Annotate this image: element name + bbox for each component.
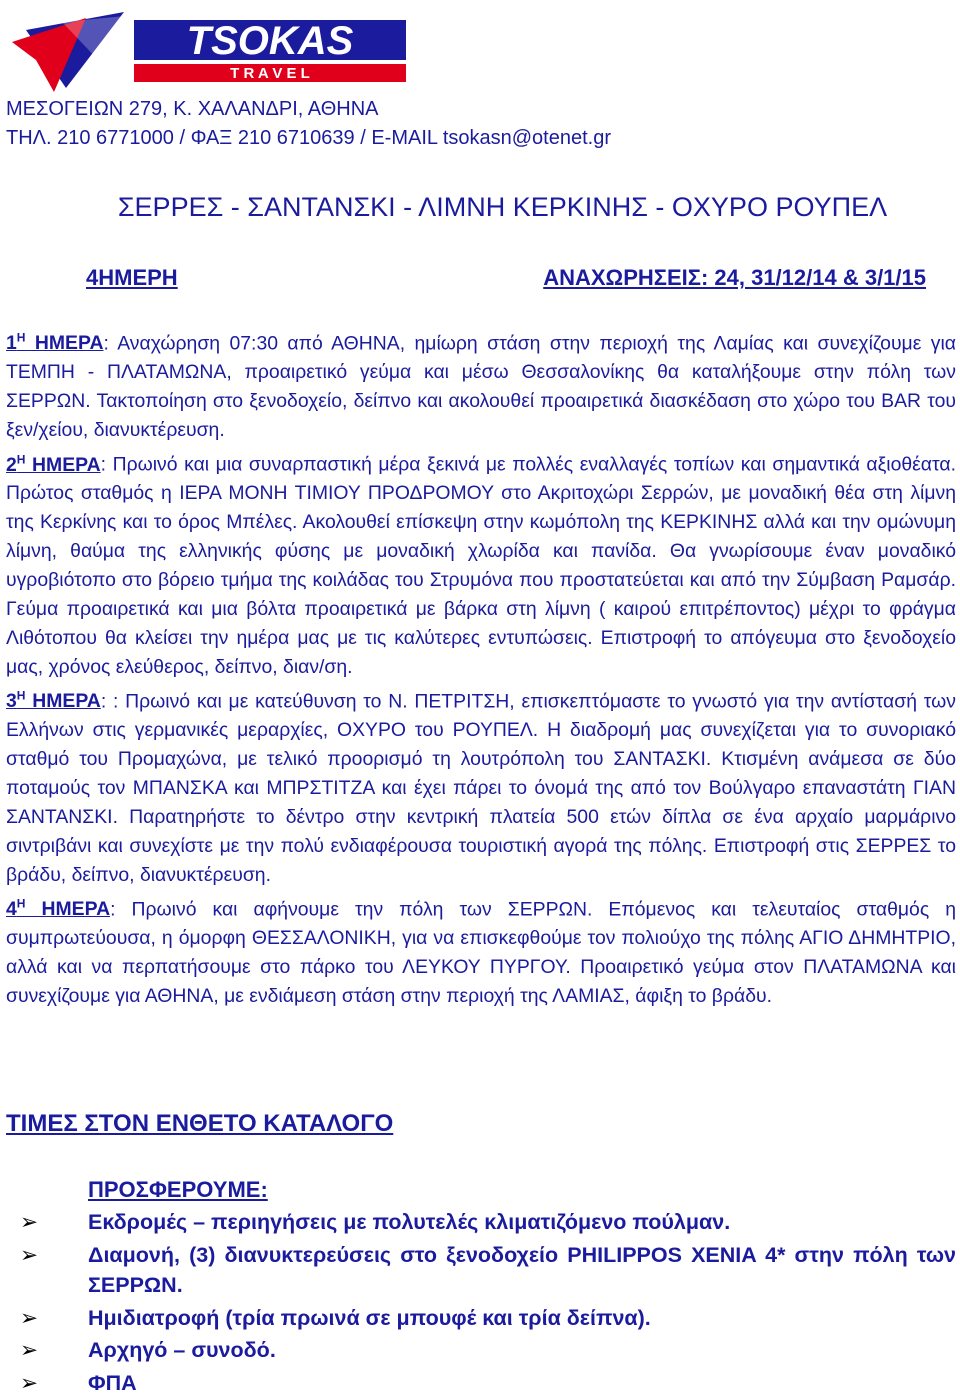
day-text: : Αναχώρηση 07:30 από ΑΘΗΝΑ, ημίωρη στάση στην περιοχή της Λαμίας και συνεχίζουμε για ΤΕΜΠΗ - ΠΛΑΤΑΜΩΝΑ, προαιρετικό γεύμα και μέσω Θεσσαλονίκης θα καταλήξουμε στην πόλη των ΣΕΡΡΩΝ. Τακτοποίηση στο ξενοδοχείο, δείπνο και ακολουθεί προαιρετικά διασκέδαση στο χώρο του BAR του ξεν/χείου, διανυκτέρευση. xyxy=(6,332,957,442)
list-item: ➢ ΦΠΑ xyxy=(20,1368,956,1399)
arrow-bullet-icon: ➢ xyxy=(20,1242,39,1267)
offers-heading: ΠΡΟΣΦΕΡΟΥΜΕ: xyxy=(88,1177,268,1202)
day-heading: $2^H$ ΗΜΕΡΑ xyxy=(6,452,101,476)
logo-subtitle: T R A V E L xyxy=(230,65,310,82)
day-paragraph xyxy=(6,324,956,445)
arrow-bullet-icon: ➢ xyxy=(20,1210,39,1234)
tsokas-travel-logo xyxy=(6,2,410,96)
tour-subline xyxy=(86,265,926,291)
logo-wordmark: TSOKAS xyxy=(186,19,354,63)
day-text: : Πρωινό και αφήνουμε την πόλη των ΣΕΡΡΩΝ. Επόμενος και τελευταίος σταθμός η συμπρωτεύουσα, η όμορφη ΘΕΣΣΑΛΟΝΙΚΗ, για να επισκεφθούμε τον πολιούχο της πόλης ΑΓΙΟ ΔΗΜΗΤΡΙΟ, αλλά και να περπατήσουμε στο πάρκο του ΛΕΥΚΟΥ ΠΥΡΓΟΥ. Προαιρετικό γεύμα στον ΠΛΑΤΑΜΩΝΑ και συνεχίζουμε για ΑΘΗΝΑ, με ενδιάμεση στάση στην περιοχή της ΛΑΜΙΑΣ, άφιξη το βράδυ. xyxy=(6,898,956,1007)
day-heading: $4^H$ ΗΜΕΡΑ xyxy=(6,896,111,921)
arrow-bullet-icon: ➢ xyxy=(20,1338,39,1362)
day-text: : : Πρωινό και με κατεύθυνση το Ν. ΠΕΤΡΙΤΣΗ, επισκεπτόμαστε το γνωστό για την αντίστασή των Ελλήνων στις γερμανικές μεραρχίες, ΟΧΥΡΟ του ΡΟΥΠΕΛ. Η διαδρομή μας συνεχίζεται για το συνοριακό σταθμό του Προμαχώνα, με τελικό προορισμό τη λουτρόπολη του ΣΑΝΤΑΣΚΙ. Κτισμένη ανάμεσα σε δύο ποταμούς τον ΜΠΑΝΣΚΑ και ΜΠΡΣΤΙΤΖΑ και έχει πάρει το όνομά της από τον Βούλγαρο επαναστάτη ΓΙΑΝ ΣΑΝΤΑΝΣΚΙ. Παρατηρήστε το δέντρο στην κεντρική πλατεία 500 ετών δίπλα σε ένα αρχαίο μαρμάρινο σιντριβάνι και συνεχίστε με την πολύ ενδιαφέρουσα τουριστική αγορά της πόλης. Επιστροφή στις ΣΕΡΡΕΣ το βράδυ, δείπνο, διανυκτέρευση. xyxy=(6,690,956,886)
contact-phone-line: ΤΗΛ. 210 6771000 / ΦΑΞ 210 6710639 / E-MAIL tsokasn@otenet.gr xyxy=(6,127,611,149)
day-text: : Πρωινό και μια συναρπαστική μέρα ξεκινά με πολλές εναλλαγές τοπίων και σημαντικά αξιοθέατα. Πρώτος σταθμός η ΙΕΡΑ ΜΟΝΗ ΤΙΜΙΟΥ ΠΡΟΔΡΟΜΟΥ στο Ακριτοχώρι Σερρών, με μοναδική θέα στη λίμνη της Κερκίνης και το όρος Μπέλες. Ακολουθεί επίσκεψη στην κωμόπολη της ΚΕΡΚΙΝΗΣ αλλά και την ομώνυμη λίμνη, θαύμα της ελληνικής φύσης με μοναδική χλωρίδα και πανίδα. Θα γνωρίσουμε έναν μοναδικό υγροβιότοπο στο βόρειο τμήμα της κοιλάδας του Στρυμόνα που προστατεύεται και από την Σύμβαση Ραμσάρ. Γεύμα προαιρετικά και μια βόλτα προαιρετικά με βάρκα στη λίμνη ( καιρού επιτρέποντος) μέχρι το φράγμα Λιθότοπου θα κλείσει την ημέρα μας με τις καλύτερες εντυπώσεις. Επιστροφή το απόγευμα στο ξενοδοχείο μας, χρόνος ελεύθερος, δείπνο, διαν/ση. xyxy=(6,453,956,678)
list-item: ➢ Εκδρομές – περιηγήσεις με πολυτελές κλιματιζόμενο πούλμαν. xyxy=(20,1207,956,1238)
arrow-bullet-icon: ➢ xyxy=(20,1370,39,1395)
list-item: ➢ Ημιδιατροφή (τρία πρωινά σε μπουφέ και τρία δείπνα). xyxy=(20,1303,956,1334)
list-item: ➢ Αρχηγό – συνοδό. xyxy=(20,1335,956,1366)
day-paragraph xyxy=(6,890,956,1011)
tour-title: ΣΕΡΡΕΣ - ΣΑΝΤΑΝΣΚΙ - ΛΙΜΝΗ ΚΕΡΚΙΝΗΣ - ΟΧΥΡΟ ΡΟΥΠΕΛ xyxy=(117,192,888,222)
tour-duration: 4ΗΜΕΡΗ xyxy=(86,265,178,290)
contact-address: ΜΕΣΟΓΕΙΩΝ 279, Κ. ΧΑΛΑΝΔΡΙ, ΑΘΗΝΑ xyxy=(6,98,379,120)
offers-list xyxy=(20,1207,956,1400)
tour-departures: ΑΝΑΧΩΡΗΣΕΙΣ: 24, 31/12/14 & 3/1/15 xyxy=(543,265,926,290)
list-item: ➢ Διαμονή, (3) διανυκτερεύσεις στο ξενοδοχείο PHILIPPOS XENIA 4* στην πόλη των ΣΕΡΡΩΝ. xyxy=(20,1240,956,1301)
arrow-bullet-icon: ➢ xyxy=(20,1305,39,1330)
itinerary xyxy=(6,324,956,1011)
day-heading: $1^H$ ΗΜΕΡΑ xyxy=(6,331,104,355)
day-paragraph xyxy=(6,682,956,890)
day-heading: $3^H$ ΗΜΕΡΑ xyxy=(6,688,101,713)
day-paragraph xyxy=(6,445,956,682)
prices-heading: ΤΙΜΕΣ ΣΤΟΝ ΕΝΘΕΤΟ ΚΑΤΑΛΟΓΟ xyxy=(6,1110,394,1137)
